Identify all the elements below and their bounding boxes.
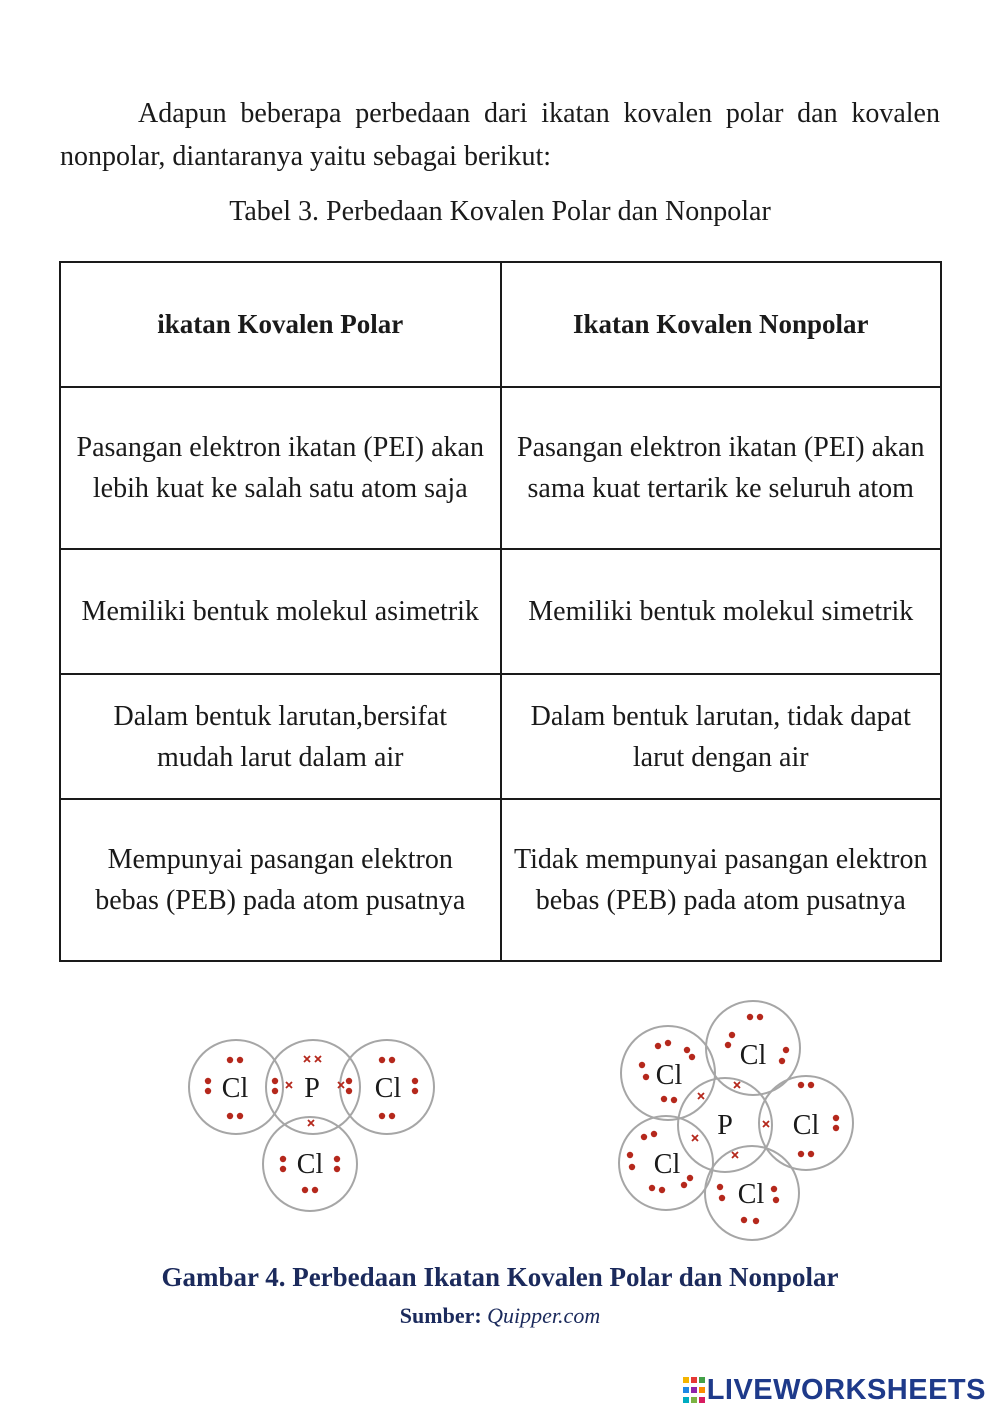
cell-polar: Pasangan elektron ikatan (PEI) akan lebih kuat ke salah satu atom saja [60, 387, 501, 549]
cl-label: Cl [296, 1149, 324, 1180]
table-caption: Tabel 3. Perbedaan Kovalen Polar dan Nonpolar [229, 196, 771, 227]
cell-polar: Memiliki bentuk molekul asimetrik [60, 549, 501, 674]
cl-label: Cl [374, 1073, 402, 1104]
liveworksheets-logo [683, 1372, 986, 1408]
header-polar: ikatan Kovalen Polar [60, 262, 501, 387]
cl-label: Cl [653, 1149, 681, 1180]
intro-paragraph: Adapun beberapa perbedaan dari ikatan kovalen polar dan kovalen nonpolar, diantaranya yaitu sebagai berikut: [60, 98, 940, 172]
p-label: P [717, 1110, 733, 1141]
table-row [60, 674, 941, 799]
cell-nonpolar: Tidak mempunyai pasangan elektron bebas (PEB) pada atom pusatnya [501, 799, 942, 961]
source-link: Quipper.com [487, 1303, 601, 1328]
table-header-row [60, 262, 941, 387]
polar-molecule-diagram [180, 1030, 450, 1220]
header-nonpolar: Ikatan Kovalen Nonpolar [501, 262, 942, 387]
p-label: P [304, 1073, 320, 1104]
cl-label: Cl [792, 1110, 820, 1141]
cell-polar: Dalam bentuk larutan,bersifat mudah larut dalam air [60, 674, 501, 799]
cell-nonpolar: Dalam bentuk larutan, tidak dapat larut dengan air [501, 674, 942, 799]
table-row [60, 549, 941, 674]
figure-source [0, 1303, 1000, 1329]
figure-caption: Gambar 4. Perbedaan Ikatan Kovalen Polar dan Nonpolar [161, 1262, 839, 1292]
cl-label: Cl [655, 1060, 683, 1091]
cell-nonpolar: Pasangan elektron ikatan (PEI) akan sama kuat tertarik ke seluruh atom [501, 387, 942, 549]
cell-polar: Mempunyai pasangan elektron bebas (PEB) pada atom pusatnya [60, 799, 501, 961]
cl-label: Cl [221, 1073, 249, 1104]
logo-grid-icon [683, 1377, 705, 1403]
nonpolar-molecule-diagram [610, 995, 860, 1250]
table-row [60, 799, 941, 961]
cell-nonpolar: Memiliki bentuk molekul simetrik [501, 549, 942, 674]
table-row [60, 387, 941, 549]
brand-text: LIVEWORKSHEETS [706, 1373, 986, 1406]
cl-label: Cl [737, 1179, 765, 1210]
comparison-table [59, 261, 942, 962]
source-label: Sumber: [399, 1303, 482, 1328]
cl-label: Cl [739, 1040, 767, 1071]
